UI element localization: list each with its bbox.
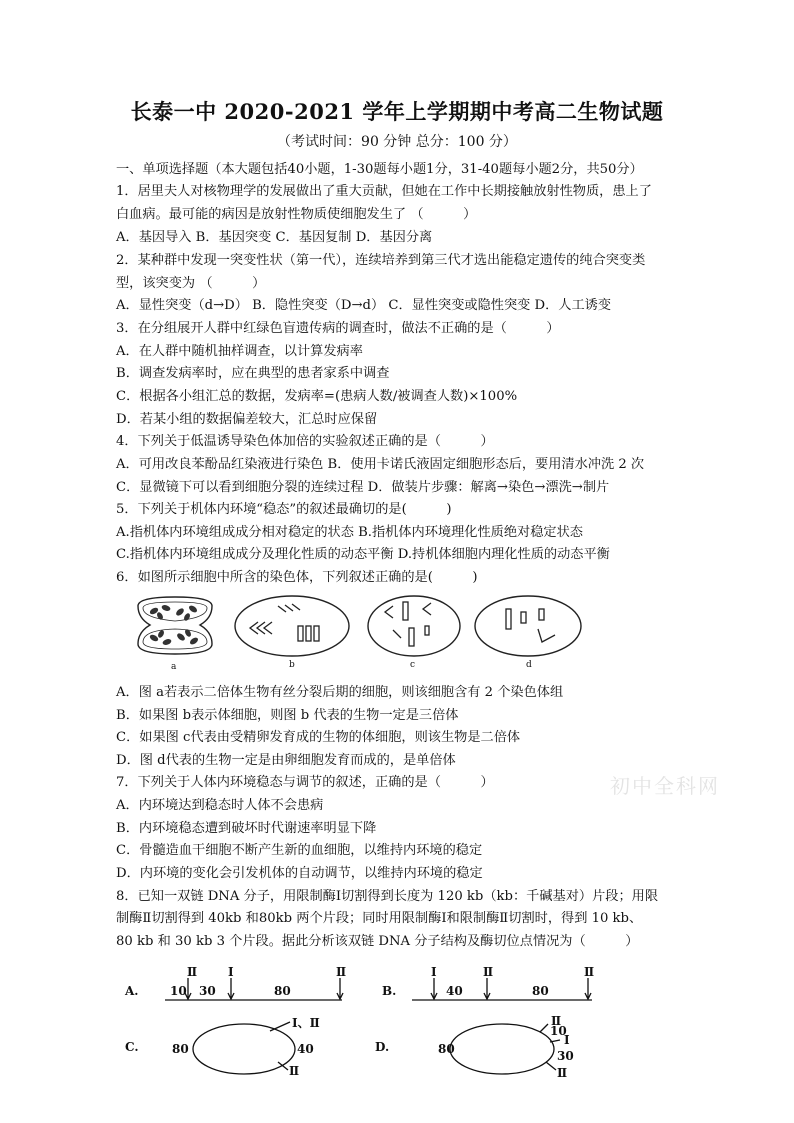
cell-b [235,596,349,656]
dna-cut-figure [120,962,610,1092]
question-3-option-c: C．根据各小组汇总的数据，发病率=(患病人数/被调查人数)×100% [116,389,518,404]
option-b-seg-80: 80 [532,984,549,998]
question-8-stem-cont: 制酶Ⅱ切割得到 40kb 和80kb 两个片段；同时用限制酶Ⅰ和限制酶Ⅱ切割时，得到 10 kb、 [116,911,643,926]
question-8-stem: 8．已知一双链 DNA 分子，用限制酶Ⅰ切割得到长度为 120 kb（kb：千碱基对）片段；用限 [116,889,659,904]
option-a-label: A. [125,984,139,998]
question-7-option-c: C．骨髓造血干细胞不断产生新的血细胞，以维持内环境的稳定 [116,843,483,858]
question-7-option-b: B．内环境稳态遭到破坏时代谢速率明显下降 [116,821,377,836]
question-4-options-cd: C．显微镜下可以看到细胞分裂的连续过程 D．做装片步骤：解离→染色→漂洗→制片 [116,480,610,495]
option-d-seg-30: 30 [557,1049,574,1063]
option-b-seg-40: 40 [446,984,463,998]
question-1-stem-cont: 白血病。最可能的病因是放射性物质使细胞发生了 （ ） [116,207,477,222]
question-6-option-c: C．如果图 c代表由受精卵发育成的生物的体细胞，则该生物是二倍体 [116,730,521,745]
option-a-cut-3: Ⅱ [336,965,347,979]
question-3-option-a: A．在人群中随机抽样调查，以计算发病率 [116,344,363,359]
cell-d [475,596,581,656]
option-c-seg-40: 40 [297,1042,314,1056]
question-3-option-d: D．若某小组的数据偏差较大，汇总时应保留 [116,412,378,427]
question-5-options-ab: A.指机体内环境组成成分相对稳定的状态 B.指机体内环境理化性质绝对稳定状态 [116,525,583,540]
option-a-cut-2: Ⅰ [228,965,234,979]
question-3-stem: 3．在分组展开人群中红绿色盲遗传病的调查时，做法不正确的是（ ） [116,321,560,336]
question-5-stem: 5．下列关于机体内环境“稳态”的叙述最确切的是( ) [116,502,452,517]
question-4-options-ab: A．可用改良苯酚品红染液进行染色 B．使用卡诺氏液固定细胞形态后，要用清水冲洗 2 次 [116,457,645,472]
cell-label-b: b [289,660,295,670]
option-c-label: C. [125,1040,139,1054]
cell-label-d: d [526,660,532,670]
question-7-option-a: A．内环境达到稳态时人体不会患病 [116,798,324,813]
question-6-option-d: D．图 d代表的生物一定是由卵细胞发育而成的，是单倍体 [116,753,456,768]
question-1-stem: 1．居里夫人对核物理学的发展做出了重大贡献，但她在工作中长期接触放射性物质，患上了 [116,184,652,199]
question-6-stem: 6．如图所示细胞中所含的染色体，下列叙述正确的是( ) [116,570,478,585]
question-5-options-cd: C.指机体内环境组成成分及理化性质的动态平衡 D.持机体细胞内理化性质的动态平衡 [116,547,610,562]
question-2-stem: 2．某种群中发现一突变性状（第一代），连续培养到第三代才选出能稳定遗传的纯合突变类 [116,253,646,268]
option-b-cut-2: Ⅱ [483,965,494,979]
cell-a [138,597,212,654]
option-d-cut-1: Ⅱ [551,1014,562,1028]
option-c-cut-1: Ⅰ、Ⅱ [292,1016,320,1030]
question-3-option-b: B．调查发病率时，应在典型的患者家系中调查 [116,366,390,381]
question-2-options: A．显性突变（d→D） B．隐性突变（D→d） C．显性突变或隐性突变 D．人工诱变 [116,298,612,313]
exam-info: （考试时间：90 分钟 总分：100 分） [277,134,517,150]
option-d-seg-10: 10 [550,1024,567,1038]
question-2-stem-cont: 型，该突变为 （ ） [116,276,266,291]
option-d-seg-80: 80 [438,1042,455,1056]
option-a-seg-80: 80 [274,984,291,998]
option-c-seg-80: 80 [172,1042,189,1056]
question-7-option-d: D．内环境的变化会引发机体的自动调节，以维持内环境的稳定 [116,866,483,881]
option-b-cut-3: Ⅱ [584,965,595,979]
chromosome-cell-figure [130,592,590,674]
page-title: 长泰一中 2020-2021 学年上学期期中考高二生物试题 [130,99,664,124]
option-c-cut-2: Ⅱ [289,1064,300,1078]
option-a-seg-10: 10 [170,984,187,998]
question-6-option-b: B．如果图 b表示体细胞，则图 b 代表的生物一定是三倍体 [116,708,459,723]
question-7-stem: 7．下列关于人体内环境稳态与调节的叙述，正确的是（ ） [116,775,494,790]
question-1-options: A．基因导入 B．基因突变 C．基因复制 D．基因分离 [116,230,433,245]
option-d-cut-2: Ⅰ [564,1033,570,1047]
option-b-cut-1: Ⅰ [431,965,437,979]
cell-c [368,596,460,656]
section-heading: 一、单项选择题（本大题包括40小题，1-30题每小题1分，31-40题每小题2分，共50分） [116,162,643,177]
question-4-stem: 4．下列关于低温诱导染色体加倍的实验叙述正确的是（ ） [116,434,494,449]
option-d-cut-3: Ⅱ [557,1066,568,1080]
question-6-option-a: A．图 a若表示二倍体生物有丝分裂后期的细胞，则该细胞含有 2 个染色体组 [116,685,564,700]
question-8-stem-cont2: 80 kb 和 30 kb 3 个片段。据此分析该双链 DNA 分子结构及酶切位点情况为（ ） [116,934,639,949]
cell-label-a: a [171,662,177,672]
watermark: 初中全科网 [610,774,720,798]
option-a-seg-30: 30 [199,984,216,998]
option-a-cut-1: Ⅱ [187,965,198,979]
option-b-label: B. [382,984,397,998]
cell-label-c: c [410,660,416,670]
option-d-label: D. [375,1040,390,1054]
